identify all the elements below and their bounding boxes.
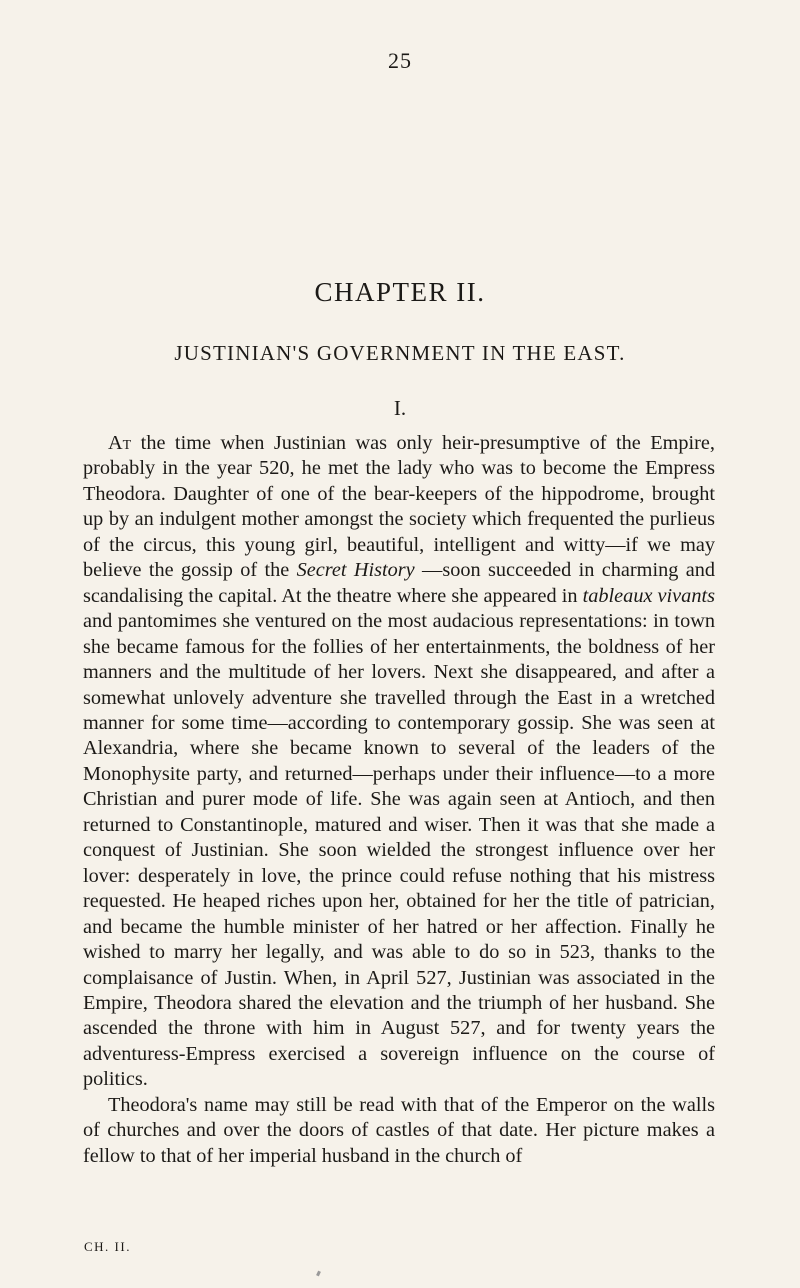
paper-speck bbox=[316, 1271, 321, 1277]
chapter-heading: CHAPTER II. bbox=[314, 277, 486, 307]
section-number: I. bbox=[393, 396, 407, 420]
chapter-subtitle: JUSTINIAN'S GOVERNMENT IN THE EAST. bbox=[174, 341, 626, 365]
signature-mark: CH. II. bbox=[84, 1239, 131, 1254]
paragraph-1-text-c: and pantomimes she ventured on the most audacious representations: in town she became famous for the follies of her entertainments, the boldness of her manners and the multitude of her lovers. Next she disappeared, and after a somewhat unlovely adventure she travelled through the East in a wretched manner for some time—according to contemporary gossip. She was seen at Alexandria, where she became known to several of the leaders of the Monophysite party, and returned—perhaps under their influence—to a more Christian and purer mode of life. She was again seen at Antioch, and then returned to Constantinople, matured and wiser. Then it was that she made a conquest of Justinian. She soon wielded the strongest influence over her lover: desperately in love, the prince could refuse nothing that his mistress requested. He heaped riches upon her, obtained for her the title of patrician, and became the humble minister of her hatred or her affection. Finally he wished to marry her legally, and was able to do so in 523, thanks to the complaisance of Justin. When, in April 527, Justinian was associated in the Empire, Theodora shared the elevation and the triumph of her husband. She ascended the throne with him in August 527, and for twenty years the adventuress-Empress exercised a sovereign influence on the course of politics. bbox=[83, 610, 715, 1091]
page-number: 25 bbox=[388, 48, 412, 73]
paragraph-1-text-b: —soon succeeded in charming and scandalising the capital. At the theatre where she appeared in bbox=[83, 559, 715, 607]
italic-secret-history: Secret History bbox=[296, 559, 415, 582]
paragraph-1 bbox=[83, 431, 715, 1093]
italic-tableaux-vivants: tableaux vivants bbox=[582, 584, 715, 607]
paragraph-2: Theodora's name may still be read with that of the Emperor on the walls of churches and over the doors of castles of that date. Her picture makes a fellow to that of her imperial husband in the church of bbox=[83, 1093, 715, 1167]
body-text bbox=[83, 431, 715, 1169]
paragraph-opening-word: At bbox=[108, 432, 132, 454]
paragraph-1-text-a: the time when Justinian was only heir-presumptive of the Empire, probably in the year 520, he met the lady who was to become the Empress Theodora. Daughter of one of the bear-keepers of the hippodrome, brought up by an indulgent mother amongst the society which frequented the purlieus of the circus, this young girl, beautiful, intelligent and witty—if we may believe the gossip of the bbox=[83, 432, 715, 582]
